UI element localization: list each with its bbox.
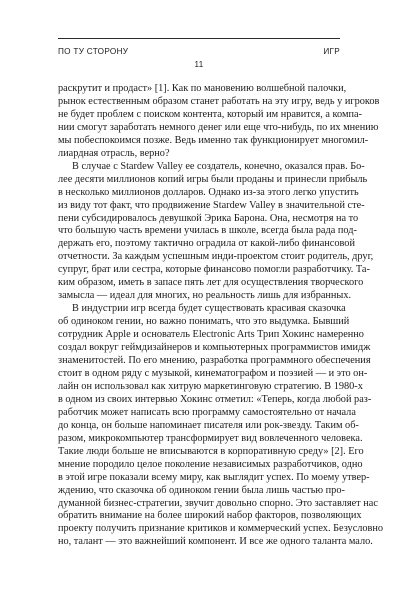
text-line: создал вокруг геймдизайнеров и компьютерных программистов имидж xyxy=(58,342,371,354)
text-line: пени субсидировалось девушкой Эрика Барона. Она, несмотря на то xyxy=(58,212,359,224)
text-line: разом, микрокомпьютер трансформирует вид вовлеченного человека. xyxy=(58,432,363,444)
text-line: из виду тот факт, что продвижение Stardew Valley в значительной сте- xyxy=(58,199,365,211)
text-line: лайн он использовал как хитрую маркетинговую стратегию. В 1980-х xyxy=(58,380,363,392)
text-line: не будет проблем с поиском контента, который им нравится, а компа- xyxy=(58,108,362,120)
text-line: знаменитостей. По его мнению, разработка программного обеспечения xyxy=(58,355,371,367)
text-line: ким образом, иметь в запасе пять лет для осуществления творческого xyxy=(58,277,364,289)
text-line: раскрутит и продаст» [1]. Как по мановению волшебной палочки, xyxy=(58,83,347,94)
text-line: В индустрии игр всегда будет существовать красивая сказочка xyxy=(72,303,346,315)
text-line: Такие люди больше не вписываются в корпоративную среду» [2]. Его xyxy=(58,445,364,457)
text-line: в одном из своих интервью Хокинс отметил: «Теперь, когда любой раз- xyxy=(58,393,372,405)
text-line: но, талант — это важнейший компонент. И все же одного таланта мало. xyxy=(58,536,373,548)
text-line: лее десяти миллионов копий игры были проданы и принесли прибыль xyxy=(58,173,368,185)
text-line: в несколько миллионов долларов. Однако из-за этого легко упустить xyxy=(58,186,359,198)
text-line: до конца, он больше напоминает писателя или рок-звезду. Таким об- xyxy=(58,419,359,431)
text-line: держать его, поэтому тактично оградила от какой-либо финансовой xyxy=(58,238,355,250)
text-line: рынок естественным образом станет работать на эту игру, ведь у игроков xyxy=(58,95,380,107)
text-line: замысла — идеал для многих, но реальность лишь для избранных. xyxy=(58,290,352,302)
text-line: мнение породило целое поколение независимых разработчиков, одно xyxy=(58,458,363,470)
text-line: В случае с Stardew Valley ее создатель, конечно, оказался прав. Бо- xyxy=(72,160,365,172)
running-head-right: ИГР xyxy=(323,47,340,56)
text-line: думанной бизнес-стратегии, звучит довольно спорно. Это заставляет нас xyxy=(58,497,378,509)
text-line: об одиноком гении, но важно понимать, что это выдумка. Бывший xyxy=(58,316,350,328)
text-line: в этой игре показали всему миру, как выглядит успех. По моему утвер- xyxy=(58,471,370,483)
text-line: что большую часть времени училась в школе, всегда была рада под- xyxy=(58,225,357,237)
page-number: 11 xyxy=(194,60,204,69)
text-line: лиардная отрасль, верно? xyxy=(58,147,170,159)
text-line: работчик может написать всю программу самостоятельно от начала xyxy=(58,406,356,418)
running-head-left: ПО ТУ СТОРОНУ xyxy=(58,47,129,56)
text-line: ждению, что сказочка об одиноком гении была лишь частью про- xyxy=(58,484,345,496)
text-line: обратить внимание на более широкий набор факторов, позволяющих xyxy=(58,510,362,522)
text-line: нии смогут заработать немного денег или еще что-нибудь, по их мнению xyxy=(58,121,379,133)
text-line: мы побеспокоимся позже. Ведь именно так функционирует многомил- xyxy=(58,134,369,146)
page-body-text xyxy=(58,83,384,549)
text-line: стоит в одном ряду с музыкой, кинематографом и поэзией — и это он- xyxy=(58,367,368,379)
running-header xyxy=(58,38,340,67)
text-line: отчетности. За каждым успешным инди-проектом стоит родитель, друг, xyxy=(58,251,374,263)
text-line: супруг, брат или сестра, которые финансово помогли разработчику. Та- xyxy=(58,264,370,276)
text-line: сотрудник Apple и основатель Electronic Arts Трип Хокинс намеренно xyxy=(58,329,364,341)
text-line: проекту получить признание критиков и коммерческий успех. Безусловно xyxy=(58,523,384,535)
